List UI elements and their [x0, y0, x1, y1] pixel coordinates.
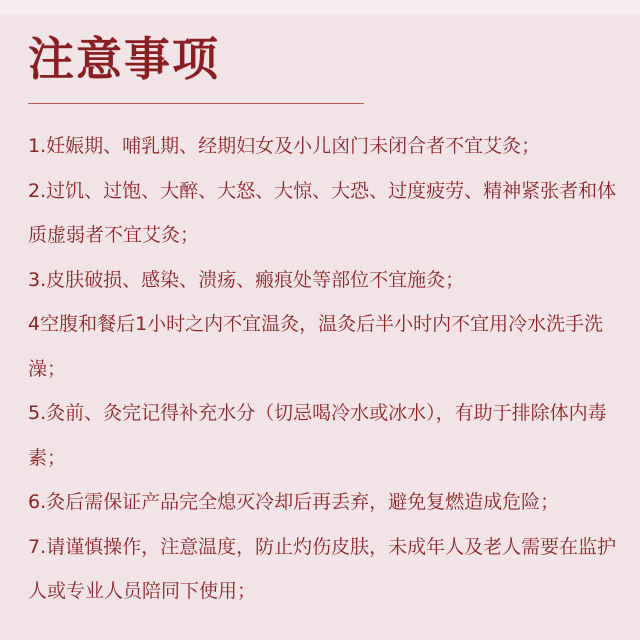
note-item-7: 7.请谨慎操作，注意温度，防止灼伤皮肤，未成年人及老人需要在监护人或专业人员陪同下使用； [28, 535, 617, 602]
note-item-3: 3.皮肤破损、感染、溃疡、瘢痕处等部位不宜施灸； [28, 268, 465, 291]
page-title: 注意事项 [28, 32, 220, 86]
title-divider [28, 103, 364, 104]
top-band [0, 0, 640, 14]
note-item-6: 6.灸后需保证产品完全熄灭冷却后再丢弃，避免复燃造成危险； [28, 491, 560, 513]
note-item-2: 2.过饥、过饱、大醉、大怒、大惊、大恐、过度疲劳、精神紧张者和体质虚弱者不宜艾灸； [28, 179, 617, 246]
notes-list [28, 124, 632, 614]
note-item-5: 5.灸前、灸完记得补充水分（切忌喝冷水或冰水），有助于排除体内毒素； [28, 402, 607, 469]
note-item-1: 1.妊娠期、哺乳期、经期妇女及小儿囟门未闭合者不宜艾灸； [28, 135, 541, 157]
note-item-4: 4空腹和餐后1小时之内不宜温灸，温灸后半小时内不宜用冷水洗手洗澡； [28, 313, 604, 380]
